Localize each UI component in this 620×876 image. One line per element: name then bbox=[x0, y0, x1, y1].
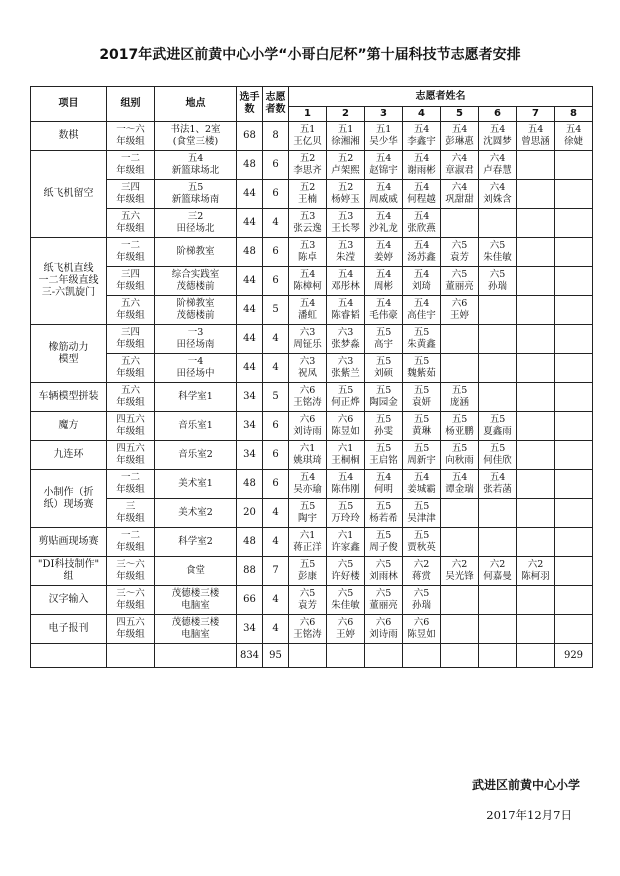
volunteer-name-cell bbox=[517, 238, 555, 267]
volunteer-name-cell: 五5 周新宇 bbox=[403, 441, 441, 470]
volunteer-name-cell bbox=[517, 412, 555, 441]
volunteer-name-cell: 五4 张若菡 bbox=[479, 470, 517, 499]
group-cell: 四五六 年级组 bbox=[107, 441, 155, 470]
volunteer-name-cell bbox=[517, 470, 555, 499]
volunteer-name-cell: 六5 孙瑞 bbox=[479, 267, 517, 296]
location-cell: 音乐室2 bbox=[155, 441, 237, 470]
contestant-count-cell: 48 bbox=[237, 528, 263, 557]
contestant-count-cell: 20 bbox=[237, 499, 263, 528]
volunteer-name-cell bbox=[479, 209, 517, 238]
volunteer-count-cell: 6 bbox=[263, 470, 289, 499]
volunteer-name-cell: 六1 许家鑫 bbox=[327, 528, 365, 557]
volunteer-name-cell bbox=[517, 296, 555, 325]
table-row bbox=[31, 615, 593, 644]
volunteer-count-cell: 4 bbox=[263, 209, 289, 238]
project-cell: 魔方 bbox=[31, 412, 107, 441]
volunteer-name-cell: 五5 杨亚鹏 bbox=[441, 412, 479, 441]
volunteer-name-cell: 五4 彭琳惠 bbox=[441, 122, 479, 151]
group-cell: 五六 年级组 bbox=[107, 383, 155, 412]
volunteer-name-cell: 六5 董丽亮 bbox=[365, 586, 403, 615]
project-cell: 纸飞机直线 一二年级直线 三-六凯旋门 bbox=[31, 238, 107, 325]
volunteer-name-cell: 五1 徐湘湘 bbox=[327, 122, 365, 151]
volunteer-name-cell: 六6 王铭涛 bbox=[289, 615, 327, 644]
volunteer-name-cell: 六2 何嘉曼 bbox=[479, 557, 517, 586]
empty-cell bbox=[155, 644, 237, 668]
volunteer-name-cell bbox=[555, 325, 593, 354]
table-row bbox=[31, 557, 593, 586]
project-cell: 电子报刊 bbox=[31, 615, 107, 644]
volunteer-name-cell: 五3 朱滢 bbox=[327, 238, 365, 267]
volunteer-name-cell bbox=[555, 499, 593, 528]
volunteer-name-cell: 五5 杨若希 bbox=[365, 499, 403, 528]
volunteer-count-cell: 5 bbox=[263, 383, 289, 412]
location-cell: 一4 田径场中 bbox=[155, 354, 237, 383]
header-group: 组别 bbox=[107, 87, 155, 122]
group-cell: 三四 年级组 bbox=[107, 180, 155, 209]
volunteer-name-cell: 五4 刘琦 bbox=[403, 267, 441, 296]
volunteer-name-cell bbox=[517, 151, 555, 180]
group-cell: 一～六 年级组 bbox=[107, 122, 155, 151]
volunteer-name-cell: 五3 陈卓 bbox=[289, 238, 327, 267]
volunteer-name-cell bbox=[479, 586, 517, 615]
header-name-col-3: 3 bbox=[365, 107, 403, 122]
volunteer-name-cell: 五4 周彬 bbox=[365, 267, 403, 296]
table-row bbox=[31, 209, 593, 238]
contestant-count-cell: 44 bbox=[237, 267, 263, 296]
volunteer-name-cell: 六1 蒋正洋 bbox=[289, 528, 327, 557]
header-name-col-5: 5 bbox=[441, 107, 479, 122]
volunteer-name-cell bbox=[555, 441, 593, 470]
volunteer-name-cell bbox=[517, 325, 555, 354]
header-name-col-7: 7 bbox=[517, 107, 555, 122]
volunteer-name-cell: 五4 汤苏鑫 bbox=[403, 238, 441, 267]
empty-cell bbox=[327, 644, 365, 668]
volunteer-name-cell bbox=[555, 151, 593, 180]
volunteer-name-cell: 五5 黄琳 bbox=[403, 412, 441, 441]
volunteer-name-cell bbox=[441, 209, 479, 238]
volunteer-name-cell bbox=[555, 267, 593, 296]
location-cell: 三2 田径场北 bbox=[155, 209, 237, 238]
volunteer-name-cell: 五4 姜城霸 bbox=[403, 470, 441, 499]
volunteer-name-cell bbox=[517, 586, 555, 615]
contestant-count-cell: 88 bbox=[237, 557, 263, 586]
volunteer-name-cell: 六6 王铭涛 bbox=[289, 383, 327, 412]
volunteer-name-cell bbox=[517, 354, 555, 383]
location-cell: 书法1、2室 (食堂三楼) bbox=[155, 122, 237, 151]
volunteer-name-cell: 五1 王亿贝 bbox=[289, 122, 327, 151]
header-volunteer-names: 志愿者姓名 bbox=[289, 87, 593, 107]
contestant-count-cell: 44 bbox=[237, 209, 263, 238]
contestant-count-cell: 44 bbox=[237, 325, 263, 354]
volunteer-name-cell: 五5 何正烨 bbox=[327, 383, 365, 412]
volunteer-name-cell: 五4 何明 bbox=[365, 470, 403, 499]
volunteer-name-cell: 六3 张梦淼 bbox=[327, 325, 365, 354]
contestant-count-cell: 34 bbox=[237, 441, 263, 470]
group-cell: 五六 年级组 bbox=[107, 296, 155, 325]
location-cell: 综合实践室 茂德楼前 bbox=[155, 267, 237, 296]
volunteer-name-cell: 五5 贾秋英 bbox=[403, 528, 441, 557]
table-row bbox=[31, 122, 593, 151]
contestant-count-cell: 66 bbox=[237, 586, 263, 615]
volunteer-name-cell: 六5 袁芳 bbox=[289, 586, 327, 615]
location-cell: 阶梯教室 bbox=[155, 238, 237, 267]
volunteer-name-cell bbox=[479, 528, 517, 557]
volunteer-name-cell bbox=[441, 586, 479, 615]
volunteer-name-cell: 五5 夏鑫雨 bbox=[479, 412, 517, 441]
group-cell: 一二 年级组 bbox=[107, 238, 155, 267]
volunteer-name-cell: 五4 陈伟刚 bbox=[327, 470, 365, 499]
volunteer-name-cell bbox=[517, 180, 555, 209]
volunteer-name-cell: 五4 沙礼龙 bbox=[365, 209, 403, 238]
table-row bbox=[31, 412, 593, 441]
table-row bbox=[31, 325, 593, 354]
group-cell: 五六 年级组 bbox=[107, 354, 155, 383]
header-name-col-8: 8 bbox=[555, 107, 593, 122]
volunteer-name-cell bbox=[555, 296, 593, 325]
volunteer-name-cell bbox=[555, 238, 593, 267]
volunteer-name-cell: 六1 姚琪琦 bbox=[289, 441, 327, 470]
group-cell: 三四 年级组 bbox=[107, 267, 155, 296]
volunteer-name-cell: 五5 向秋雨 bbox=[441, 441, 479, 470]
empty-cell bbox=[403, 644, 441, 668]
volunteer-name-cell: 六3 张紫兰 bbox=[327, 354, 365, 383]
table-row bbox=[31, 528, 593, 557]
volunteer-name-cell bbox=[555, 615, 593, 644]
empty-cell bbox=[107, 644, 155, 668]
header-name-col-2: 2 bbox=[327, 107, 365, 122]
location-cell: 美术室2 bbox=[155, 499, 237, 528]
footer-school-name: 武进区前黄中心小学 bbox=[471, 778, 580, 792]
volunteer-count-cell: 6 bbox=[263, 151, 289, 180]
volunteer-name-cell: 五5 吴津津 bbox=[403, 499, 441, 528]
volunteer-name-cell: 六4 卢春慧 bbox=[479, 151, 517, 180]
volunteer-name-cell: 五5 万玲玲 bbox=[327, 499, 365, 528]
volunteer-name-cell: 六6 陈昱如 bbox=[327, 412, 365, 441]
volunteer-name-cell: 六6 王婷 bbox=[327, 615, 365, 644]
volunteer-name-cell bbox=[517, 615, 555, 644]
volunteer-name-cell: 六5 许好楼 bbox=[327, 557, 365, 586]
contestant-count-cell: 44 bbox=[237, 296, 263, 325]
volunteer-name-cell: 五4 姜婷 bbox=[365, 238, 403, 267]
volunteer-name-cell: 六6 陈昱如 bbox=[403, 615, 441, 644]
group-cell: 一二 年级组 bbox=[107, 151, 155, 180]
volunteer-name-cell bbox=[479, 383, 517, 412]
volunteer-name-cell: 五5 陶宇 bbox=[289, 499, 327, 528]
location-cell: 茂德楼三楼 电脑室 bbox=[155, 615, 237, 644]
volunteer-name-cell bbox=[517, 209, 555, 238]
volunteer-name-cell: 五5 魏紫茹 bbox=[403, 354, 441, 383]
volunteer-name-cell: 五4 徐婕 bbox=[555, 122, 593, 151]
table-row bbox=[31, 441, 593, 470]
volunteer-name-cell: 五5 陶园金 bbox=[365, 383, 403, 412]
volunteer-name-cell bbox=[441, 354, 479, 383]
contestant-count-cell: 68 bbox=[237, 122, 263, 151]
volunteer-count-cell: 6 bbox=[263, 180, 289, 209]
volunteer-name-cell: 六5 孙瑞 bbox=[403, 586, 441, 615]
volunteer-name-cell: 五4 陈樟柯 bbox=[289, 267, 327, 296]
empty-cell bbox=[517, 644, 555, 668]
volunteer-name-cell: 五1 吴少华 bbox=[365, 122, 403, 151]
volunteer-name-cell bbox=[517, 441, 555, 470]
volunteer-name-cell: 五5 孙雯 bbox=[365, 412, 403, 441]
volunteer-name-cell: 六6 刘诗雨 bbox=[289, 412, 327, 441]
volunteer-name-cell bbox=[441, 528, 479, 557]
volunteer-count-cell: 4 bbox=[263, 586, 289, 615]
volunteer-name-cell bbox=[517, 528, 555, 557]
contestant-count-cell: 48 bbox=[237, 470, 263, 499]
project-cell: 橡筋动力 模型 bbox=[31, 325, 107, 383]
volunteer-count-cell: 6 bbox=[263, 267, 289, 296]
volunteer-name-cell: 六4 章淑君 bbox=[441, 151, 479, 180]
volunteer-name-cell: 五4 谢雨彬 bbox=[403, 151, 441, 180]
location-cell: 五5 新篮球场南 bbox=[155, 180, 237, 209]
volunteer-name-cell: 六4 刘姝含 bbox=[479, 180, 517, 209]
volunteer-name-cell: 五2 李思齐 bbox=[289, 151, 327, 180]
table-body bbox=[31, 122, 593, 668]
header-contestants: 选手 数 bbox=[237, 87, 263, 122]
volunteer-name-cell: 五2 杨婷玉 bbox=[327, 180, 365, 209]
volunteer-name-cell: 五4 潘虹 bbox=[289, 296, 327, 325]
volunteer-name-cell: 五5 高宇 bbox=[365, 325, 403, 354]
table-row bbox=[31, 151, 593, 180]
volunteer-name-cell bbox=[555, 354, 593, 383]
location-cell: 五4 新篮球场北 bbox=[155, 151, 237, 180]
volunteer-name-cell: 五3 王长琴 bbox=[327, 209, 365, 238]
group-cell: 三四 年级组 bbox=[107, 325, 155, 354]
volunteer-count-cell: 7 bbox=[263, 557, 289, 586]
volunteer-count-cell: 4 bbox=[263, 528, 289, 557]
volunteer-name-cell: 六5 朱佳敏 bbox=[327, 586, 365, 615]
volunteer-name-cell: 五5 刘硕 bbox=[365, 354, 403, 383]
table-row bbox=[31, 586, 593, 615]
volunteer-name-cell: 六6 王婷 bbox=[441, 296, 479, 325]
volunteer-name-cell bbox=[479, 325, 517, 354]
group-cell: 三 年级组 bbox=[107, 499, 155, 528]
volunteer-name-cell bbox=[555, 180, 593, 209]
empty-cell bbox=[31, 644, 107, 668]
table-row bbox=[31, 296, 593, 325]
volunteer-name-cell bbox=[555, 586, 593, 615]
project-cell: 九连环 bbox=[31, 441, 107, 470]
location-cell: 科学室1 bbox=[155, 383, 237, 412]
location-cell: 食堂 bbox=[155, 557, 237, 586]
volunteer-name-cell bbox=[555, 209, 593, 238]
volunteer-name-cell: 五4 曾思涵 bbox=[517, 122, 555, 151]
volunteer-name-cell bbox=[517, 383, 555, 412]
project-cell: 小制作（折 纸）现场赛 bbox=[31, 470, 107, 528]
volunteer-name-cell: 五4 毛伟豪 bbox=[365, 296, 403, 325]
volunteer-name-cell: 五5 何佳欣 bbox=[479, 441, 517, 470]
volunteer-name-cell: 六3 周钲乐 bbox=[289, 325, 327, 354]
volunteer-name-cell: 五4 陈睿韬 bbox=[327, 296, 365, 325]
empty-cell bbox=[479, 644, 517, 668]
volunteer-count-cell: 4 bbox=[263, 354, 289, 383]
volunteer-schedule-table bbox=[30, 86, 593, 668]
empty-cell bbox=[365, 644, 403, 668]
location-cell: 一3 田径场南 bbox=[155, 325, 237, 354]
totals-row bbox=[31, 644, 593, 668]
contestant-count-cell: 44 bbox=[237, 180, 263, 209]
location-cell: 美术室1 bbox=[155, 470, 237, 499]
volunteer-count-cell: 5 bbox=[263, 296, 289, 325]
header-name-col-4: 4 bbox=[403, 107, 441, 122]
volunteer-name-cell: 五3 张云逸 bbox=[289, 209, 327, 238]
volunteer-name-cell: 五4 高佳宇 bbox=[403, 296, 441, 325]
location-cell: 科学室2 bbox=[155, 528, 237, 557]
volunteer-name-cell: 六5 袁芳 bbox=[441, 238, 479, 267]
table-row bbox=[31, 267, 593, 296]
volunteer-name-cell bbox=[517, 267, 555, 296]
volunteer-name-cell: 五2 王楠 bbox=[289, 180, 327, 209]
volunteer-name-cell: 六5 董丽亮 bbox=[441, 267, 479, 296]
table-row bbox=[31, 238, 593, 267]
contestant-count-cell: 34 bbox=[237, 615, 263, 644]
contestant-count-cell: 34 bbox=[237, 383, 263, 412]
table-row bbox=[31, 383, 593, 412]
volunteer-name-cell bbox=[517, 499, 555, 528]
location-cell: 音乐室1 bbox=[155, 412, 237, 441]
group-cell: 一二 年级组 bbox=[107, 528, 155, 557]
volunteer-name-cell: 五5 周子俊 bbox=[365, 528, 403, 557]
table-row bbox=[31, 354, 593, 383]
volunteer-name-cell bbox=[479, 499, 517, 528]
group-cell: 一二 年级组 bbox=[107, 470, 155, 499]
group-cell: 五六 年级组 bbox=[107, 209, 155, 238]
volunteer-count-cell: 4 bbox=[263, 499, 289, 528]
volunteer-name-cell: 五4 谭金瑞 bbox=[441, 470, 479, 499]
volunteer-name-cell bbox=[555, 557, 593, 586]
volunteer-name-cell: 五5 彭康 bbox=[289, 557, 327, 586]
empty-cell bbox=[289, 644, 327, 668]
table-header bbox=[31, 87, 593, 122]
volunteer-name-cell bbox=[555, 528, 593, 557]
volunteer-name-cell bbox=[479, 296, 517, 325]
volunteer-name-cell: 五4 周威威 bbox=[365, 180, 403, 209]
volunteer-name-cell bbox=[479, 615, 517, 644]
project-cell: 车辆模型拼装 bbox=[31, 383, 107, 412]
project-cell: "DI科技制作" 组 bbox=[31, 557, 107, 586]
volunteer-count-cell: 4 bbox=[263, 325, 289, 354]
volunteer-name-cell: 六5 刘雨林 bbox=[365, 557, 403, 586]
group-cell: 三～六 年级组 bbox=[107, 557, 155, 586]
volunteer-name-cell: 五4 赵锦宇 bbox=[365, 151, 403, 180]
table-row bbox=[31, 499, 593, 528]
volunteer-name-cell bbox=[555, 470, 593, 499]
volunteer-name-cell: 五5 庞涵 bbox=[441, 383, 479, 412]
volunteer-name-cell: 六3 祝凤 bbox=[289, 354, 327, 383]
project-cell: 纸飞机留空 bbox=[31, 151, 107, 238]
volunteer-name-cell bbox=[441, 325, 479, 354]
contestant-count-cell: 34 bbox=[237, 412, 263, 441]
group-cell: 四五六 年级组 bbox=[107, 615, 155, 644]
volunteer-name-cell: 五5 朱黄鑫 bbox=[403, 325, 441, 354]
volunteer-name-cell: 六4 巩甜甜 bbox=[441, 180, 479, 209]
volunteer-name-cell: 五4 邓彤林 bbox=[327, 267, 365, 296]
location-cell: 阶梯教室 茂德楼前 bbox=[155, 296, 237, 325]
volunteer-name-cell: 六2 陈柯羽 bbox=[517, 557, 555, 586]
volunteer-name-cell bbox=[479, 354, 517, 383]
volunteer-name-cell: 六2 蒋赏 bbox=[403, 557, 441, 586]
volunteer-name-cell: 六2 吴光锋 bbox=[441, 557, 479, 586]
table-row bbox=[31, 180, 593, 209]
contestant-count-cell: 48 bbox=[237, 151, 263, 180]
group-cell: 三～六 年级组 bbox=[107, 586, 155, 615]
empty-cell bbox=[441, 644, 479, 668]
volunteer-name-cell: 五5 袁妍 bbox=[403, 383, 441, 412]
project-cell: 剪贴画现场赛 bbox=[31, 528, 107, 557]
volunteer-name-cell bbox=[555, 383, 593, 412]
contestant-count-cell: 44 bbox=[237, 354, 263, 383]
volunteer-name-cell: 五4 张欣燕 bbox=[403, 209, 441, 238]
volunteer-name-cell: 六6 刘诗雨 bbox=[365, 615, 403, 644]
total-contestants: 834 bbox=[237, 644, 263, 668]
volunteer-name-cell: 五4 何程越 bbox=[403, 180, 441, 209]
volunteer-count-cell: 6 bbox=[263, 238, 289, 267]
volunteer-name-cell bbox=[441, 499, 479, 528]
volunteer-name-cell: 六1 王桐桐 bbox=[327, 441, 365, 470]
volunteer-name-cell: 五4 李鑫宇 bbox=[403, 122, 441, 151]
grand-total: 929 bbox=[555, 644, 593, 668]
volunteer-name-cell: 六5 朱佳敏 bbox=[479, 238, 517, 267]
volunteer-count-cell: 6 bbox=[263, 412, 289, 441]
footer-date: 2017年12月7日 bbox=[486, 808, 572, 822]
header-volunteer-count: 志愿 者数 bbox=[263, 87, 289, 122]
volunteer-name-cell bbox=[555, 412, 593, 441]
location-cell: 茂德楼三楼 电脑室 bbox=[155, 586, 237, 615]
header-name-col-6: 6 bbox=[479, 107, 517, 122]
document-title: 2017年武进区前黄中心小学“小哥白尼杯”第十届科技节志愿者安排 bbox=[99, 47, 521, 63]
volunteer-count-cell: 6 bbox=[263, 441, 289, 470]
total-volunteers: 95 bbox=[263, 644, 289, 668]
volunteer-name-cell: 五5 王启铭 bbox=[365, 441, 403, 470]
volunteer-name-cell bbox=[441, 615, 479, 644]
volunteer-name-cell: 五2 卢架熙 bbox=[327, 151, 365, 180]
group-cell: 四五六 年级组 bbox=[107, 412, 155, 441]
project-cell: 数棋 bbox=[31, 122, 107, 151]
table-row bbox=[31, 470, 593, 499]
contestant-count-cell: 48 bbox=[237, 238, 263, 267]
header-location: 地点 bbox=[155, 87, 237, 122]
header-project: 项目 bbox=[31, 87, 107, 122]
volunteer-count-cell: 8 bbox=[263, 122, 289, 151]
volunteer-count-cell: 4 bbox=[263, 615, 289, 644]
project-cell: 汉字输入 bbox=[31, 586, 107, 615]
header-name-col-1: 1 bbox=[289, 107, 327, 122]
volunteer-name-cell: 五4 沈圆梦 bbox=[479, 122, 517, 151]
volunteer-name-cell: 五4 吴亦瑜 bbox=[289, 470, 327, 499]
